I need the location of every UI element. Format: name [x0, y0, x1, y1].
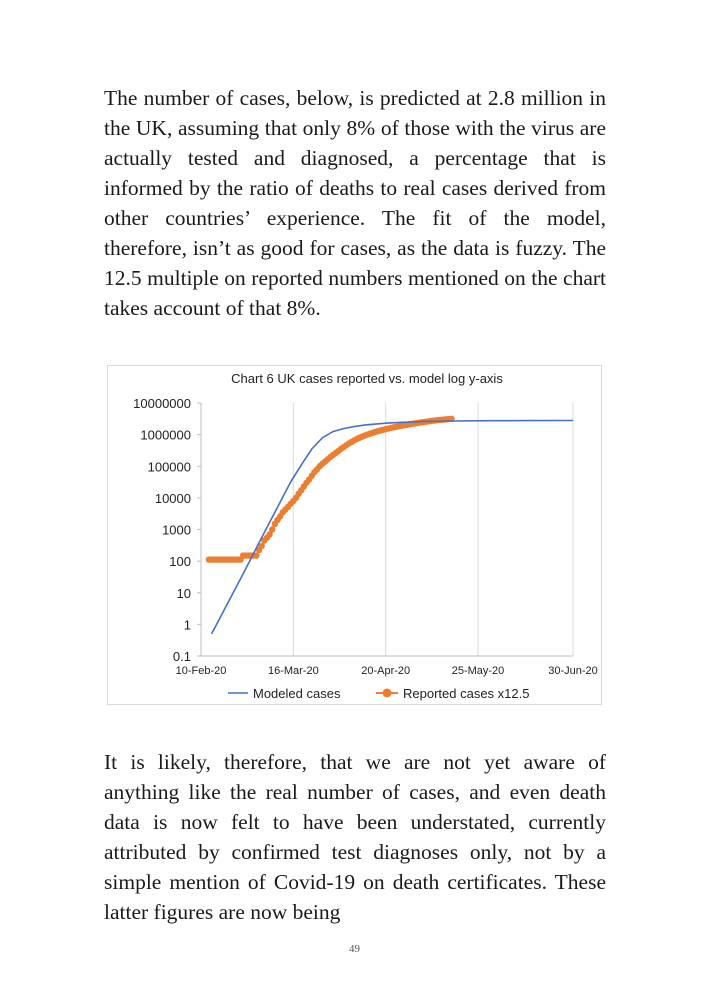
x-tick-label: 25-May-20: [451, 665, 505, 677]
chart-series: [206, 416, 573, 634]
paragraph-continuation: It is likely, therefore, that we are not yet aware of anything like the real number of cases, and even death data is now felt to have been understated, currently attributed by confirmed test diagnoses only, not by a simple mention of Covid-19 on death certificates. These latter figures are now being: [104, 750, 606, 924]
chart-legend: [228, 686, 529, 701]
chart-6-uk-cases: [108, 366, 601, 704]
chart-grid: [293, 403, 573, 656]
reported-cases-point: [269, 526, 275, 532]
paragraph-intro: The number of cases, below, is predicted at 2.8 million in the UK, assuming that only 8% of those with the virus are actually tested and diagnosed, a percentage that is informed by the ratio of deaths to real cases derived from other countries’ experience. The fit of the model, therefore, isn’t as good for cases, as the data is fuzzy. The 12.5 multiple on reported numbers mentioned on the chart takes account of that 8%.: [104, 86, 606, 320]
legend-reported-marker: [383, 689, 392, 698]
x-tick-label: 16-Mar-20: [267, 665, 319, 677]
legend-modeled-label: Modeled cases: [253, 686, 341, 701]
chart-6-frame: [107, 365, 602, 705]
legend-reported-label: Reported cases x12.5: [403, 686, 530, 701]
y-tick-label: 100000: [147, 459, 191, 475]
y-tick-label: 1000: [162, 522, 191, 538]
x-tick-label: 30-Jun-20: [548, 665, 598, 677]
y-tick-label: 10000000: [133, 396, 191, 411]
page-number: 49: [349, 943, 360, 955]
y-tick-label: 10000: [154, 490, 191, 506]
y-tick-label: 10: [176, 585, 191, 601]
y-tick-label: 1000000: [140, 427, 191, 443]
x-tick-label: 10-Feb-20: [175, 665, 227, 677]
modeled-cases-line: [212, 421, 573, 634]
x-tick-label: 20-Apr-20: [361, 665, 411, 677]
y-tick-label: 1: [183, 617, 191, 633]
chart-title: Chart 6 UK cases reported vs. model log y-axis: [231, 371, 503, 386]
y-tick-label: 0.1: [172, 649, 191, 664]
reported-cases-point: [258, 543, 264, 549]
y-tick-label: 100: [169, 554, 191, 570]
